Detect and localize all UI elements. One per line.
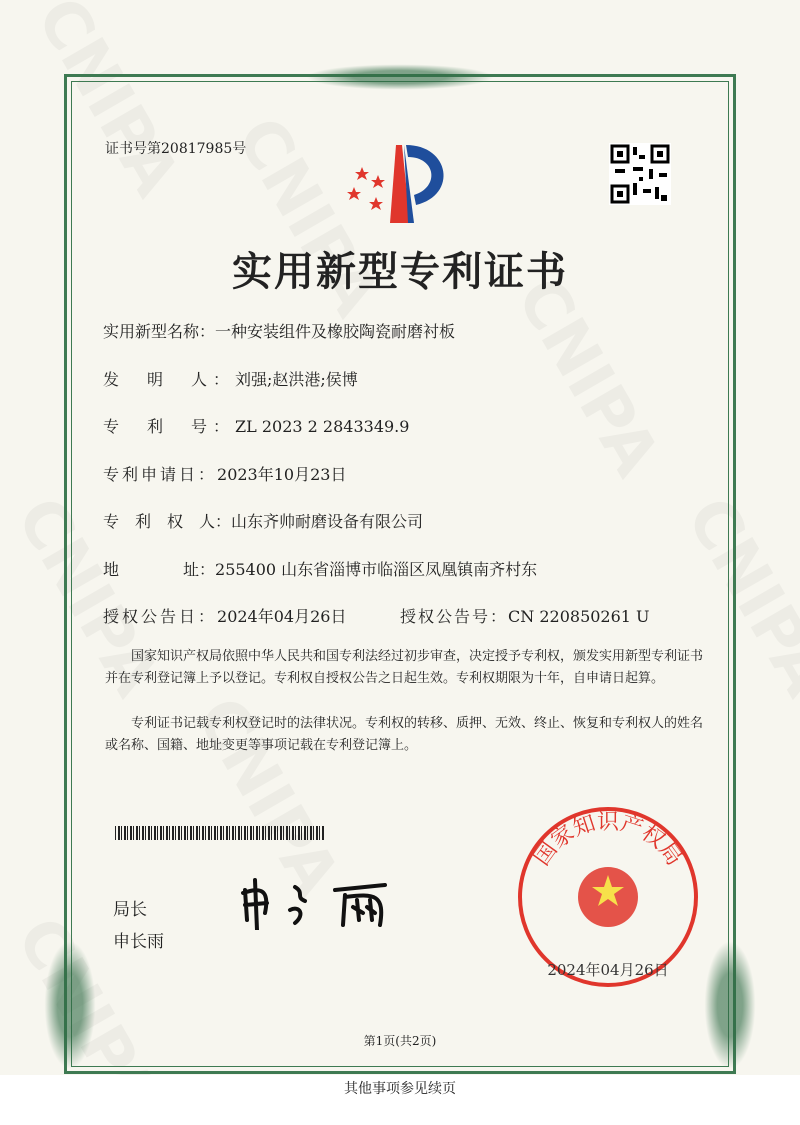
signature [235,875,415,930]
seal-date: 2024年04月26日 [547,961,669,979]
barcode [115,826,325,840]
field-announcement-number [400,604,650,627]
field-value: 山东齐帅耐磨设备有限公司 [231,512,424,531]
corner-ornament [40,930,100,1080]
field-value: CN 220850261 U [508,607,650,626]
page-indicator: 第1页(共2页) [363,1034,437,1048]
signatory-name: 申长雨 [113,932,164,952]
field-label: 实用新型名称： [103,322,216,341]
top-ornament [290,62,510,92]
corner-ornament [700,930,760,1080]
certificate-number: 证书号第20817985号 [105,141,247,157]
field-patentee [103,509,423,532]
field-value: 2023年10月23日 [217,465,347,484]
field-label: 授权公告日： [103,607,218,626]
field-label: 专 利 号： [103,417,236,436]
field-grant-date [103,604,346,627]
field-inventors [103,367,358,390]
field-label: 授权公告号： [400,607,509,626]
field-value: 刘强;赵洪港;侯博 [235,370,358,389]
field-value: ZL 2023 2 2843349.9 [235,417,410,436]
certificate-title: 实用新型专利证书 [232,249,568,295]
continuation-note: 其他事项参见续页 [0,1075,800,1125]
field-utility-name [103,319,455,342]
legal-status-paragraph: 专利证书记载专利权登记时的法律状况。专利权的转移、质押、无效、终止、恢复和专利权人的姓名或名称、国籍、地址变更等事项记载在专利登记簿上。 [105,716,704,753]
field-patent-number [103,414,409,437]
field-label: 发 明 人： [103,370,236,389]
svg-text:国家知识产权局 [529,810,686,870]
field-filing-date [103,462,346,485]
field-label: 地 址： [103,560,216,579]
field-label: 专利申请日： [103,465,218,484]
field-address [103,557,537,580]
field-value: 255400 山东省淄博市临淄区凤凰镇南齐村东 [215,560,538,579]
qr-code [609,143,671,205]
field-value: 一种安装组件及橡胶陶瓷耐磨衬板 [215,322,456,341]
seal-text: 国家知识产权局 [529,810,687,871]
grant-paragraph: 国家知识产权局依照中华人民共和国专利法经过初步审查，决定授予专利权，颁发实用新型专利证书并在专利登记簿上予以登记。专利权自授权公告之日起生效。专利权期限为十年，自申请日起算。 [105,649,704,686]
signatory-title: 局长 [113,900,147,920]
official-seal [513,805,703,995]
field-label: 专 利 权 人： [103,512,232,531]
field-value: 2024年04月26日 [217,607,347,626]
cnipa-logo [340,135,460,230]
